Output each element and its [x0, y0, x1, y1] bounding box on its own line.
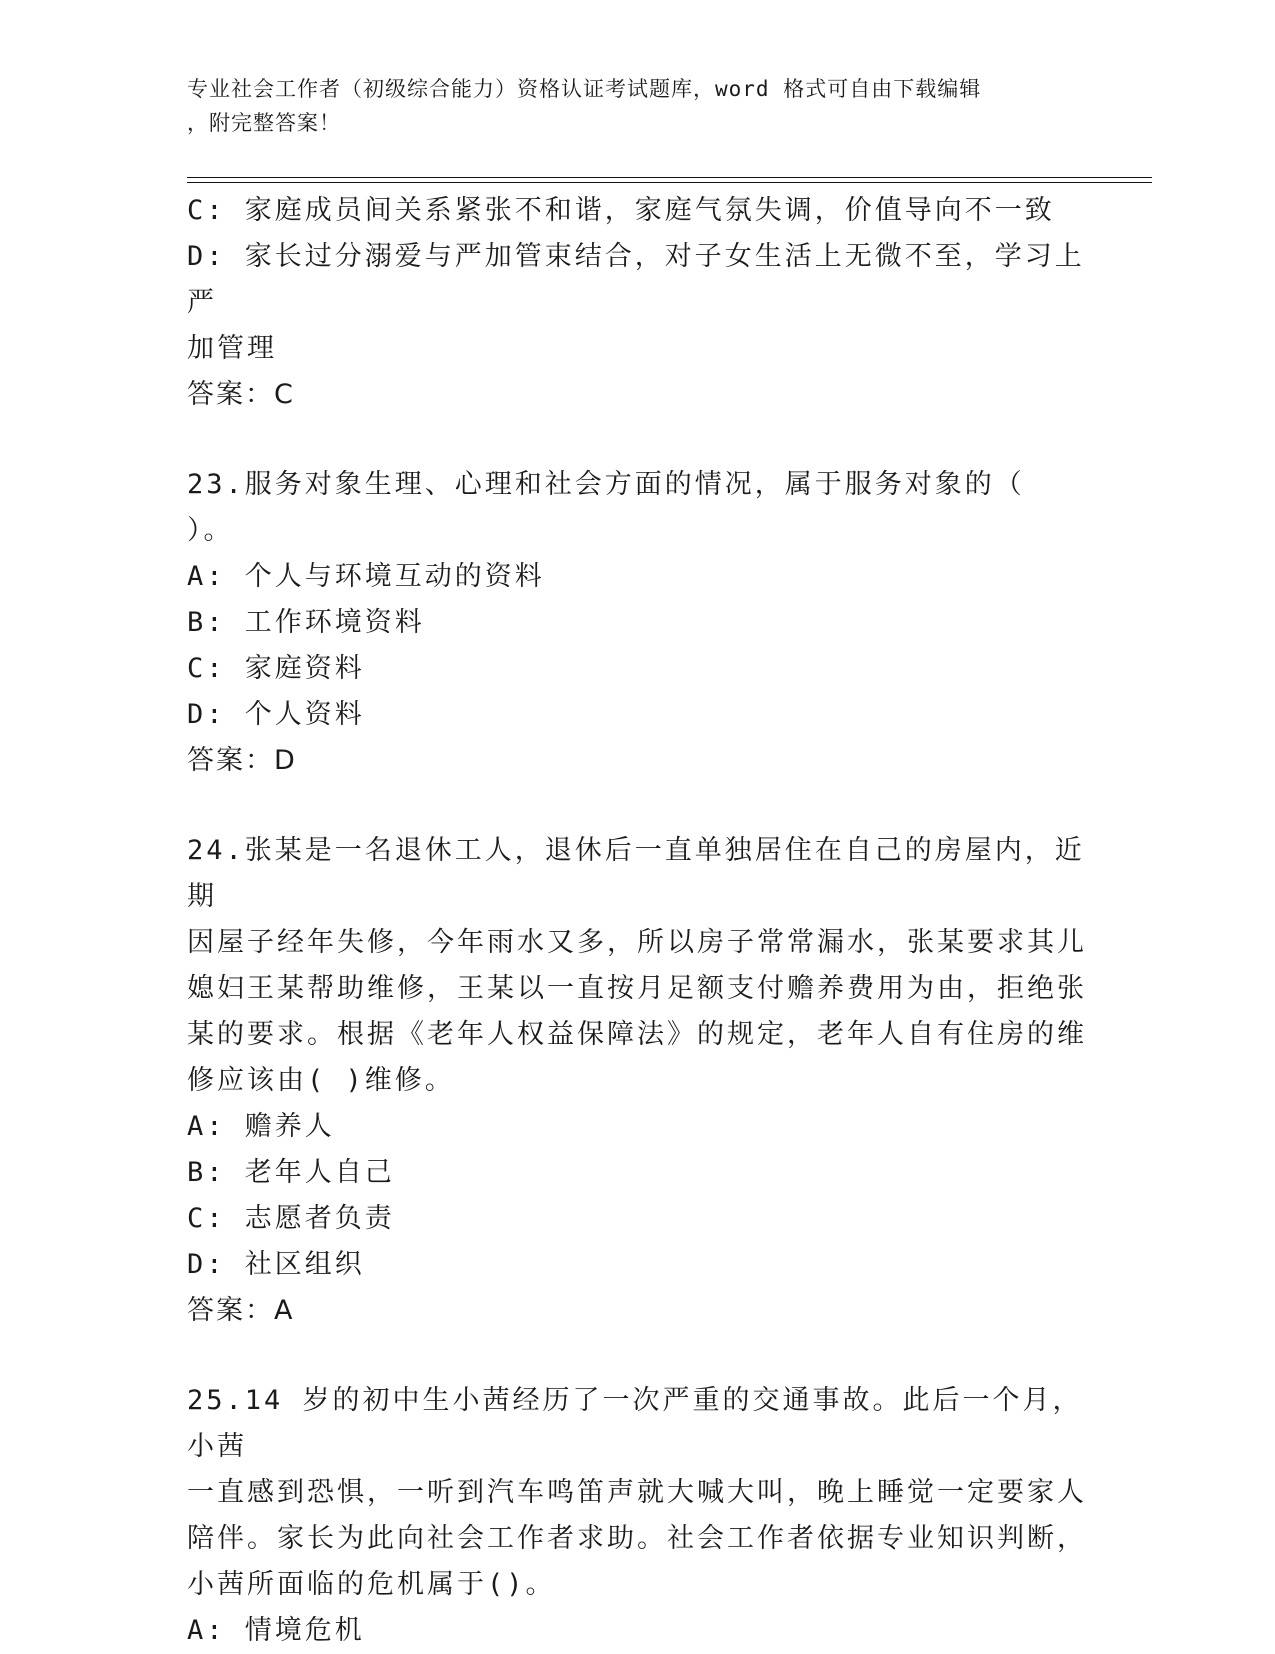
- option-a: A: 赡养人: [187, 1111, 335, 1142]
- option-d: D: 社区组织: [187, 1249, 365, 1280]
- question-stem-line-2: 因屋子经年失修，今年雨水又多，所以房子常常漏水，张某要求其儿: [187, 927, 1087, 958]
- option-d-continuation: 加管理: [187, 333, 277, 364]
- question-25: [187, 1378, 1087, 1654]
- document-header: [187, 72, 1067, 140]
- header-title-line-1: 专业社会工作者（初级综合能力）资格认证考试题库，word 格式可自由下载编辑: [187, 77, 982, 101]
- question-content: [187, 188, 1087, 1654]
- option-c: C: 家庭资料: [187, 653, 365, 684]
- question-stem: 23.服务对象生理、心理和社会方面的情况，属于服务对象的（ ）。: [187, 469, 1045, 546]
- answer-text: 答案：D: [187, 745, 297, 776]
- question-spacer: [187, 1334, 1087, 1378]
- question-stem-line-4: 小茜所面临的危机属于()。: [187, 1569, 556, 1600]
- option-c: C: 家庭成员间关系紧张不和谐，家庭气氛失调，价值导向不一致: [187, 195, 1055, 226]
- header-divider-bottom: [187, 182, 1152, 183]
- answer-text: 答案：C: [187, 379, 295, 410]
- option-b: B: 老年人自己: [187, 1157, 395, 1188]
- option-a: A: 情境危机: [187, 1615, 365, 1646]
- question-stem-line-4: 某的要求。根据《老年人权益保障法》的规定，老年人自有住房的维: [187, 1019, 1087, 1050]
- question-spacer: [187, 418, 1087, 462]
- question-stem-line-5: 修应该由( )维修。: [187, 1065, 455, 1096]
- option-d: D: 个人资料: [187, 699, 365, 730]
- question-stem-line-1: 24.张某是一名退休工人，退休后一直单独居住在自己的房屋内，近期: [187, 835, 1085, 912]
- option-d: D: 家长过分溺爱与严加管束结合，对子女生活上无微不至，学习上严: [187, 241, 1085, 318]
- answer-text: 答案：A: [187, 1295, 295, 1326]
- option-a: A: 个人与环境互动的资料: [187, 561, 545, 592]
- question-24: [187, 828, 1087, 1334]
- header-title-line-2: ，附完整答案！: [187, 111, 341, 135]
- question-spacer: [187, 784, 1087, 828]
- option-c: C: 志愿者负责: [187, 1203, 395, 1234]
- question-stem-line-3: 媳妇王某帮助维修，王某以一直按月足额支付赡养费用为由，拒绝张: [187, 973, 1087, 1004]
- option-b: B: 工作环境资料: [187, 607, 425, 638]
- question-stem-line-3: 陪伴。家长为此向社会工作者求助。社会工作者依据专业知识判断，: [187, 1523, 1087, 1554]
- question-23: [187, 462, 1087, 784]
- header-divider-top: [187, 177, 1152, 178]
- question-stem-line-2: 一直感到恐惧，一听到汽车鸣笛声就大喊大叫，晚上睡觉一定要家人: [187, 1477, 1087, 1508]
- question-stem-line-1: 25.14 岁的初中生小茜经历了一次严重的交通事故。此后一个月，小茜: [187, 1385, 1083, 1462]
- question-22-tail: [187, 188, 1087, 418]
